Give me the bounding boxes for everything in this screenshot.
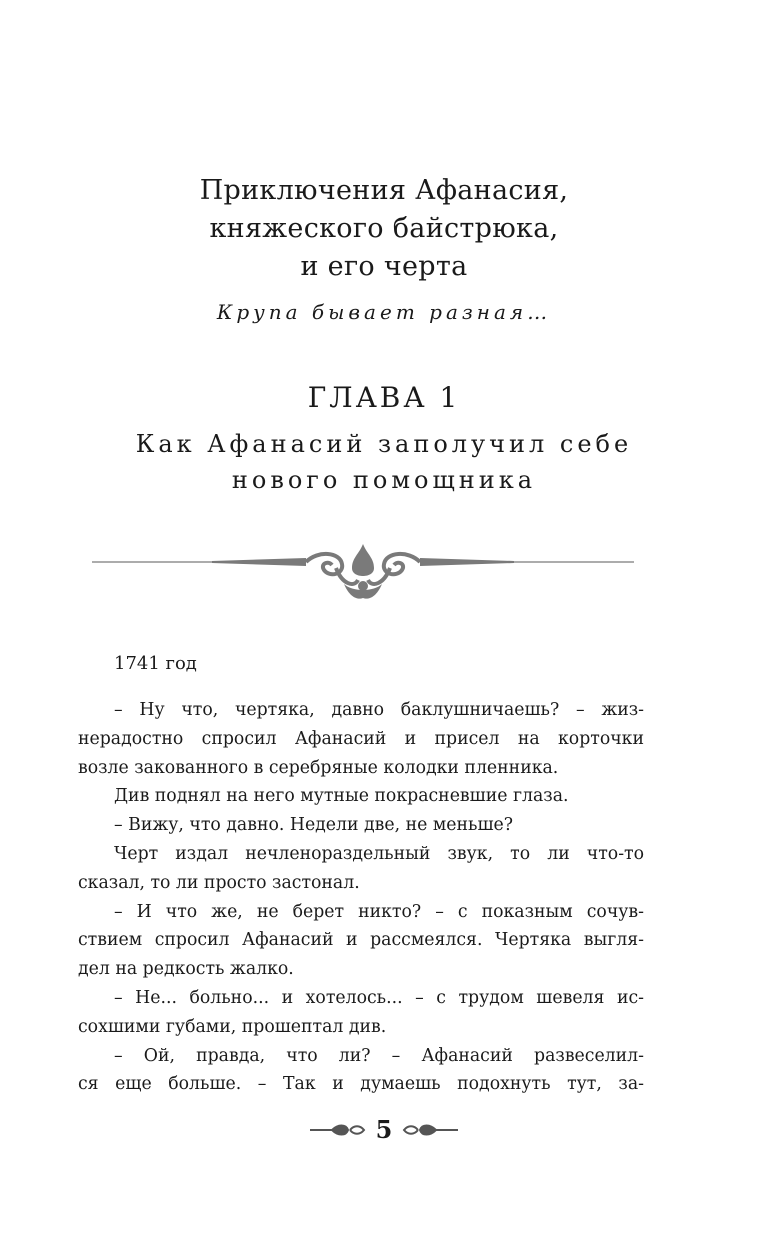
chapter-title <box>0 426 768 498</box>
text-line: – Ну что, чертяка, давно баклушничаешь? – жиз- <box>114 700 644 720</box>
book-tagline: Крупа бывает разная… <box>216 300 552 324</box>
chapter-title-line: Как Афанасий заполучил себе <box>135 430 633 458</box>
book-title-line: и его черта <box>300 251 468 282</box>
chapter-number: ГЛАВА 1 <box>307 381 461 414</box>
book-title-line: Приключения Афанасия, <box>199 175 569 206</box>
folio-flourish-icon <box>310 1123 366 1137</box>
text-line: нерадостно спросил Афанасий и присел на корточки <box>78 728 644 749</box>
year-heading: 1741 год <box>114 653 197 674</box>
page-footer <box>0 1110 768 1150</box>
text-line: – Не... больно... и хотелось... – с трудом шевеля ис- <box>114 987 644 1008</box>
page-number: 5 <box>375 1115 393 1144</box>
chapter-body-text <box>78 696 644 1099</box>
text-line: возле закованного в серебряные колодки пленника. <box>78 757 559 778</box>
book-title-line: княжеского байстрюка, <box>209 213 559 244</box>
text-line: сказал, то ли просто застонал. <box>78 872 360 893</box>
text-line: ствием спросил Афанасий и рассмеялся. Чертяка выгля- <box>78 930 644 951</box>
book-title <box>0 172 768 286</box>
text-line: ся еще больше. – Так и думаешь подохнуть тут, за- <box>78 1074 644 1095</box>
text-line: – Ой, правда, что ли? – Афанасий развеселил- <box>114 1045 644 1066</box>
text-line: сохшими губами, прошептал див. <box>78 1016 387 1037</box>
text-line: дел на редкость жалко. <box>78 959 294 980</box>
text-line: – Вижу, что давно. Недели две, не меньше? <box>114 815 513 836</box>
chapter-title-line: нового помощника <box>231 466 537 494</box>
flourish-divider-ornament <box>92 540 634 606</box>
text-line: Див поднял на него мутные покрасневшие глаза. <box>114 786 569 807</box>
text-line: Черт издал нечленораздельный звук, то ли что-то <box>114 843 644 864</box>
folio-flourish-icon <box>402 1123 458 1137</box>
text-line: – И что же, не берет никто? – с показным сочув- <box>114 901 644 922</box>
